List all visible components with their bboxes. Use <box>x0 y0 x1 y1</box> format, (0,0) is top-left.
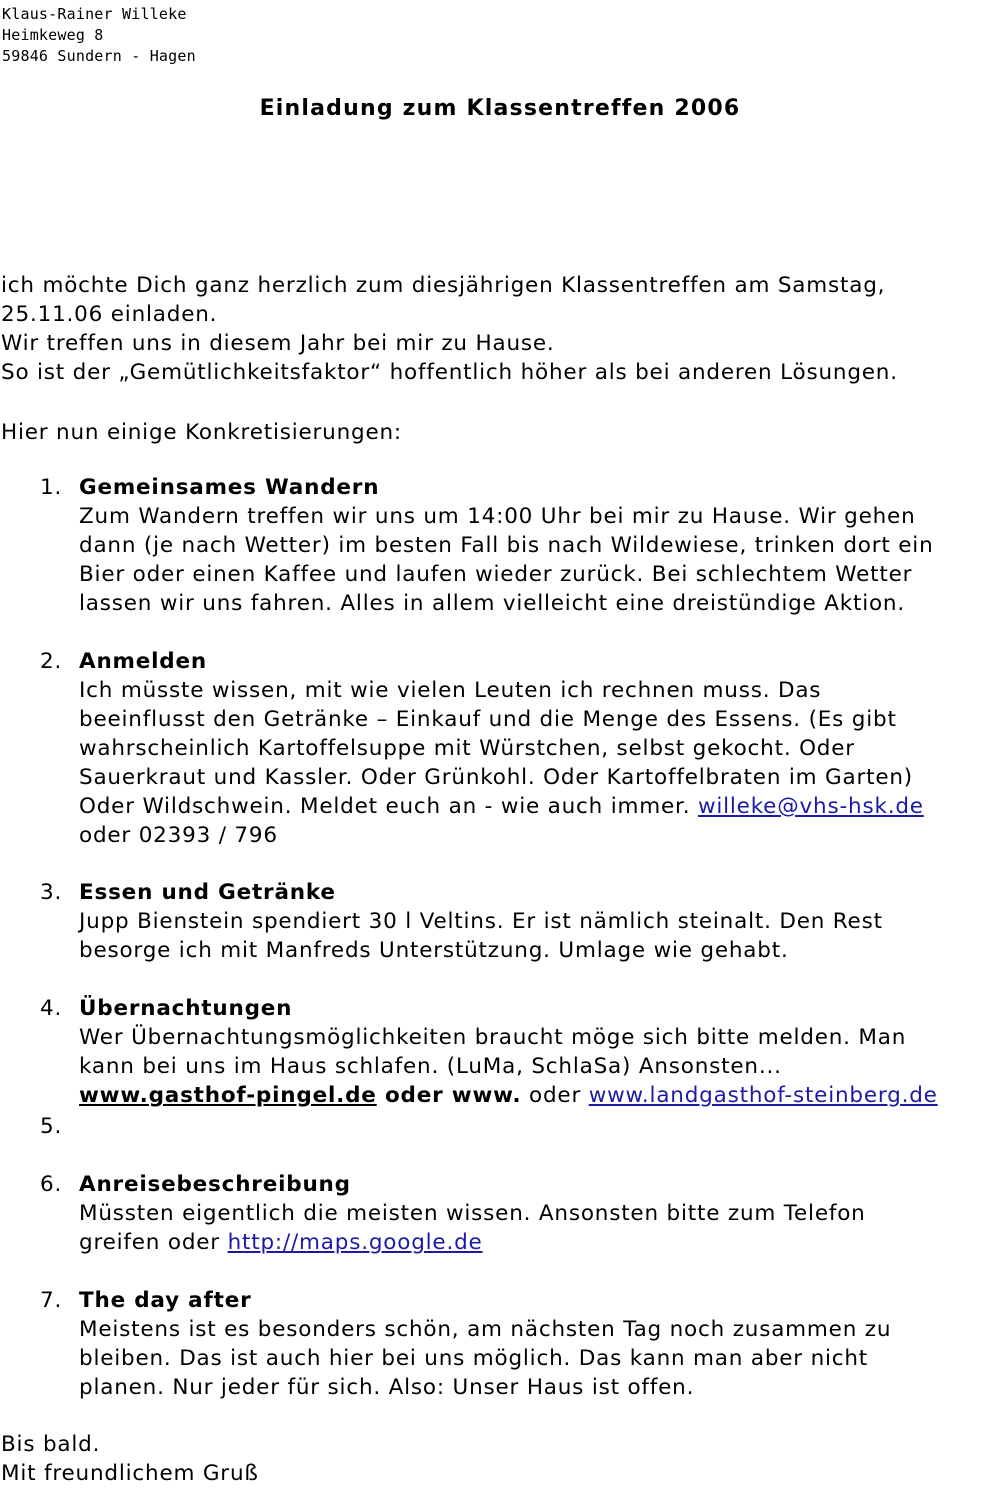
item-text <box>79 1199 998 1257</box>
list-item-anreise <box>40 1170 998 1257</box>
item-text-line: beeinflusst den Getränke – Einkauf und die Menge des Essens. (Es gibt <box>79 707 897 732</box>
item-text-line: Ich müsste wissen, mit wie vielen Leuten ich rechnen muss. Das <box>79 678 822 703</box>
item-text-line: kann bei uns im Haus schlafen. (LuMa, SchlaSa) Ansonsten... <box>79 1054 782 1079</box>
intro-line: Wir treffen uns in diesem Jahr bei mir zu Hause. <box>1 331 555 356</box>
list-item-uebernachtungen <box>40 994 998 1110</box>
item-number: 1. <box>40 475 63 500</box>
item-text-line: planen. Nur jeder für sich. Also: Unser Haus ist offen. <box>79 1375 695 1400</box>
document-title: Einladung zum Klassentreffen 2006 <box>259 96 741 121</box>
item-heading: Anmelden <box>79 649 207 674</box>
item-number: 4. <box>40 996 63 1021</box>
landgasthof-steinberg-link[interactable]: www.landgasthof-steinberg.de <box>588 1083 938 1108</box>
list-lead: Hier nun einige Konkretisierungen: <box>1 420 402 445</box>
item-text-line: dann (je nach Wetter) im besten Fall bis nach Wildewiese, trinken dort ein <box>79 533 934 558</box>
item-text-fragment: Oder Wildschwein. Meldet euch an - wie auch immer. <box>79 794 698 819</box>
item-text-line: wahrscheinlich Kartoffelsuppe mit Würstchen, selbst gekocht. Oder <box>79 736 855 761</box>
item-number: 7. <box>40 1288 63 1313</box>
item-heading: The day after <box>79 1288 252 1313</box>
item-heading: Übernachtungen <box>79 996 293 1021</box>
sender-address <box>2 4 196 67</box>
list-item-wandern <box>40 473 998 618</box>
list-item-day-after <box>40 1286 998 1402</box>
item-text-line: Müssten eigentlich die meisten wissen. Ansonsten bitte zum Telefon <box>79 1201 866 1226</box>
sender-street: Heimkeweg 8 <box>2 26 104 44</box>
item-heading: Gemeinsames Wandern <box>79 475 380 500</box>
item-number: 3. <box>40 880 63 905</box>
item-number: 5. <box>40 1114 63 1139</box>
list-item-anmelden <box>40 647 998 850</box>
item-text-line: Zum Wandern treffen wir uns um 14:00 Uhr bei mir zu Hause. Wir gehen <box>79 504 916 529</box>
sender-name: Klaus-Rainer Willeke <box>2 5 187 23</box>
sender-city: 59846 Sundern - Hagen <box>2 47 196 65</box>
item-text-line <box>79 1228 998 1257</box>
item-text-fragment: greifen oder <box>79 1230 228 1255</box>
closing-line: Mit freundlichem Gruß <box>1 1461 259 1486</box>
intro-paragraph <box>1 271 996 387</box>
item-text <box>79 502 998 618</box>
list-item-essen <box>40 878 998 965</box>
item-number: 6. <box>40 1172 63 1197</box>
item-text-line: Sauerkraut und Kassler. Oder Grünkohl. Oder Kartoffelbraten im Garten) <box>79 765 913 790</box>
item-text <box>79 907 998 965</box>
intro-line: ich möchte Dich ganz herzlich zum diesjährigen Klassentreffen am Samstag, <box>1 273 886 298</box>
item-text-line: Meistens ist es besonders schön, am nächsten Tag noch zusammen zu <box>79 1317 892 1342</box>
item-heading: Essen und Getränke <box>79 880 336 905</box>
email-link[interactable]: willeke@vhs-hsk.de <box>697 794 924 819</box>
item-text-line: bleiben. Das ist auch hier bei uns möglich. Das kann man aber nicht <box>79 1346 869 1371</box>
item-text-fragment: oder <box>521 1083 589 1108</box>
item-text <box>79 1023 998 1110</box>
item-text-line: lassen wir uns fahren. Alles in allem vielleicht eine dreistündige Aktion. <box>79 591 905 616</box>
item-text-line: Bier oder einen Kaffee und laufen wieder zurück. Bei schlechtem Wetter <box>79 562 913 587</box>
item-text <box>79 1315 998 1402</box>
gasthof-pingel-link[interactable]: www.gasthof-pingel.de <box>79 1083 377 1108</box>
item-heading: Anreisebeschreibung <box>79 1172 351 1197</box>
intro-line: 25.11.06 einladen. <box>1 302 218 327</box>
item-text-line: Wer Übernachtungsmöglichkeiten braucht möge sich bitte melden. Man <box>79 1025 907 1050</box>
closing <box>1 1430 259 1488</box>
closing-line: Bis bald. <box>1 1432 101 1457</box>
item-text-line <box>79 792 998 821</box>
intro-line: So ist der „Gemütlichkeitsfaktor“ hoffentlich höher als bei anderen Lösungen. <box>1 360 898 385</box>
item-text-line <box>79 1081 998 1110</box>
item-text-line: oder 02393 / 796 <box>79 823 278 848</box>
item-text-fragment: oder www. <box>376 1083 522 1108</box>
item-number: 2. <box>40 649 63 674</box>
item-text-line: besorge ich mit Manfreds Unterstützung. Umlage wie gehabt. <box>79 938 789 963</box>
item-text-line: Jupp Bienstein spendiert 30 l Veltins. Er ist nämlich steinalt. Den Rest <box>79 909 883 934</box>
item-text <box>79 676 998 850</box>
maps-link[interactable]: http://maps.google.de <box>227 1230 483 1255</box>
